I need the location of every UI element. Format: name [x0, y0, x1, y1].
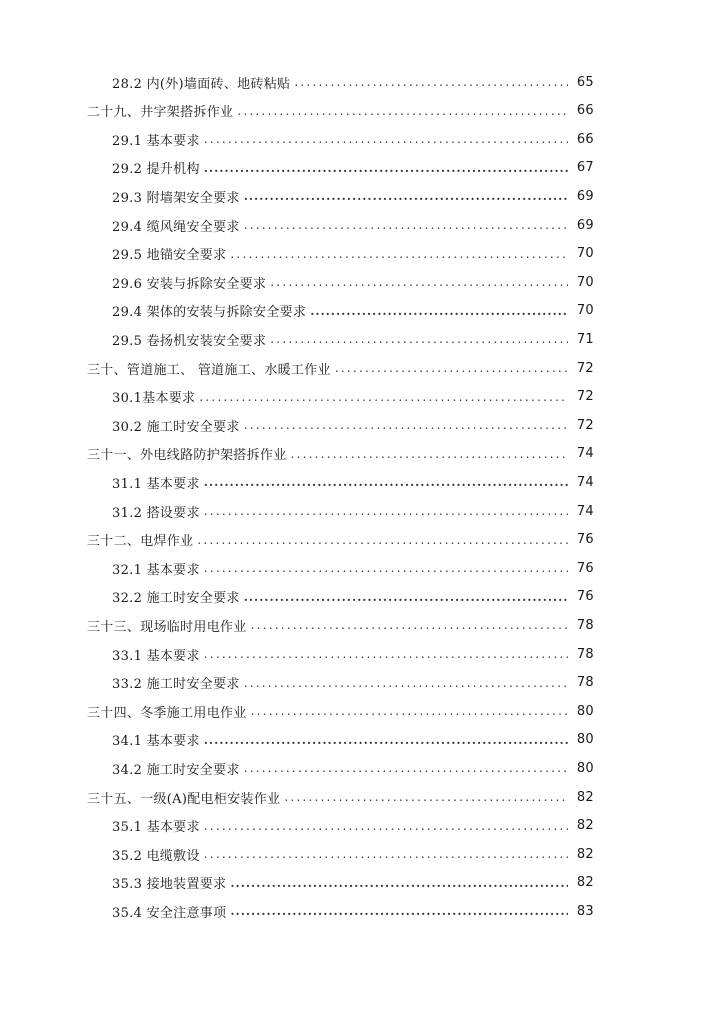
toc-chapter-entry [87, 613, 594, 637]
toc-entry-title: 34.2 施工时安全要求 [112, 762, 240, 778]
toc-page-number: 69 [576, 188, 594, 204]
toc-section-entry [112, 213, 594, 237]
toc-dot-leader [244, 675, 568, 691]
toc-entry-title: 31.1 基本要求 [112, 476, 200, 492]
toc-dot-leader [244, 589, 568, 605]
toc-page-number: 70 [576, 303, 594, 319]
toc-dot-leader [244, 217, 568, 233]
toc-page-number: 78 [576, 617, 594, 633]
toc-entry-title: 34.1 基本要求 [112, 734, 200, 750]
toc-page-number: 78 [576, 675, 594, 691]
toc-chapter-entry [87, 699, 594, 723]
toc-page-number: 76 [576, 560, 594, 576]
toc-entry-title: 33.1 基本要求 [112, 648, 200, 664]
toc-section-entry [112, 385, 594, 409]
toc-section-entry [112, 814, 594, 838]
toc-dot-leader [251, 703, 568, 719]
toc-entry-title: 32.2 施工时安全要求 [112, 591, 240, 607]
toc-page-number: 76 [576, 589, 594, 605]
toc-entry-title: 三十五、一级(A)配电柜安装作业 [87, 791, 281, 807]
toc-dot-leader [230, 246, 568, 262]
toc-section-entry [112, 899, 594, 923]
toc-dot-leader [284, 789, 568, 805]
toc-page-number: 71 [576, 331, 594, 347]
toc-entry-title: 29.1 基本要求 [112, 133, 200, 149]
toc-dot-leader [204, 560, 568, 576]
toc-entry-title: 二十九、井字架搭拆作业 [87, 105, 234, 121]
toc-chapter-entry [87, 99, 594, 123]
toc-page-number: 80 [576, 760, 594, 776]
toc-dot-leader [204, 818, 568, 834]
toc-page-number: 83 [576, 903, 594, 919]
toc-entry-title: 35.3 接地装置要求 [112, 877, 227, 893]
toc-dot-leader [230, 875, 568, 891]
toc-section-entry [112, 184, 594, 208]
toc-entry-title: 32.1 基本要求 [112, 562, 200, 578]
toc-page-number: 78 [576, 646, 594, 662]
toc-page-number: 72 [576, 417, 594, 433]
toc-dot-leader [291, 446, 568, 462]
toc-chapter-entry [87, 356, 594, 380]
toc-entry-title: 29.4 架体的安装与拆除安全要求 [112, 305, 307, 321]
toc-page-number: 72 [576, 360, 594, 376]
toc-entry-title: 29.5 地锚安全要求 [112, 248, 227, 264]
toc-section-entry [112, 556, 594, 580]
toc-entry-title: 29.4 缆风绳安全要求 [112, 219, 240, 235]
toc-dot-leader [204, 160, 568, 176]
toc-section-entry [112, 299, 594, 323]
toc-section-entry [112, 499, 594, 523]
toc-entry-title: 29.6 安装与拆除安全要求 [112, 276, 267, 292]
toc-entry-title: 三十二、电焊作业 [87, 534, 194, 550]
toc-dot-leader [251, 617, 568, 633]
toc-dot-leader [294, 74, 568, 90]
toc-dot-leader [244, 760, 568, 776]
toc-dot-leader [270, 274, 568, 290]
toc-dot-leader [230, 903, 568, 919]
toc-section-entry [112, 871, 594, 895]
toc-entry-title: 31.2 搭设要求 [112, 505, 200, 521]
toc-dot-leader [204, 646, 568, 662]
toc-section-entry [112, 413, 594, 437]
toc-entry-title: 35.2 电缆敷设 [112, 848, 200, 864]
toc-page-number: 66 [576, 103, 594, 119]
toc-section-entry [112, 756, 594, 780]
toc-dot-leader [335, 360, 568, 376]
toc-section-entry [112, 327, 594, 351]
toc-section-entry [112, 70, 594, 94]
toc-section-entry [112, 127, 594, 151]
toc-page-number: 74 [576, 474, 594, 490]
toc-entry-title: 35.1 基本要求 [112, 820, 200, 836]
toc-section-entry [112, 671, 594, 695]
toc-entry-title: 30.2 施工时安全要求 [112, 419, 240, 435]
toc-page-number: 70 [576, 246, 594, 262]
toc-entry-title: 三十三、现场临时用电作业 [87, 619, 247, 635]
toc-page-number: 65 [576, 74, 594, 90]
toc-dot-leader [199, 389, 568, 405]
toc-section-entry [112, 242, 594, 266]
toc-section-entry [112, 728, 594, 752]
toc-dot-leader [244, 188, 568, 204]
toc-dot-leader [237, 103, 568, 119]
toc-dot-leader [204, 131, 568, 147]
toc-page-number: 82 [576, 846, 594, 862]
toc-dot-leader [197, 532, 568, 548]
toc-page-number: 82 [576, 818, 594, 834]
toc-page-number: 66 [576, 131, 594, 147]
toc-dot-leader [204, 474, 568, 490]
toc-page-number: 72 [576, 389, 594, 405]
toc-page-number: 82 [576, 875, 594, 891]
toc-entry-title: 28.2 内(外)墙面砖、地砖粘贴 [112, 76, 291, 92]
toc-section-entry [112, 156, 594, 180]
toc-dot-leader [270, 331, 568, 347]
toc-section-entry [112, 270, 594, 294]
toc-entry-title: 三十四、冬季施工用电作业 [87, 705, 247, 721]
toc-entry-title: 33.2 施工时安全要求 [112, 677, 240, 693]
toc-dot-leader [204, 846, 568, 862]
toc-chapter-entry [87, 442, 594, 466]
toc-section-entry [112, 585, 594, 609]
toc-page-number: 80 [576, 703, 594, 719]
toc-page-number: 67 [576, 160, 594, 176]
toc-section-entry [112, 470, 594, 494]
toc-page-number: 74 [576, 446, 594, 462]
toc-entry-title: 29.5 卷扬机安装安全要求 [112, 333, 267, 349]
toc-dot-leader [244, 417, 568, 433]
toc-page-number: 76 [576, 532, 594, 548]
toc-section-entry [112, 642, 594, 666]
toc-chapter-entry [87, 785, 594, 809]
toc-entry-title: 三十、管道施工、 管道施工、水暖工作业 [87, 362, 331, 378]
toc-dot-leader [310, 303, 568, 319]
toc-entry-title: 29.2 提升机构 [112, 162, 200, 178]
toc-entry-title: 29.3 附墙架安全要求 [112, 190, 240, 206]
toc-section-entry [112, 842, 594, 866]
toc-entry-title: 35.4 安全注意事项 [112, 905, 227, 921]
toc-page-number: 74 [576, 503, 594, 519]
toc-page-number: 69 [576, 217, 594, 233]
toc-entry-title: 30.1基本要求 [112, 391, 196, 407]
toc-chapter-entry [87, 528, 594, 552]
toc-entry-title: 三十一、外电线路防护架搭拆作业 [87, 448, 287, 464]
toc-dot-leader [204, 503, 568, 519]
toc-page-number: 82 [576, 789, 594, 805]
toc-dot-leader [204, 732, 568, 748]
toc-page-number: 70 [576, 274, 594, 290]
toc-page-number: 80 [576, 732, 594, 748]
